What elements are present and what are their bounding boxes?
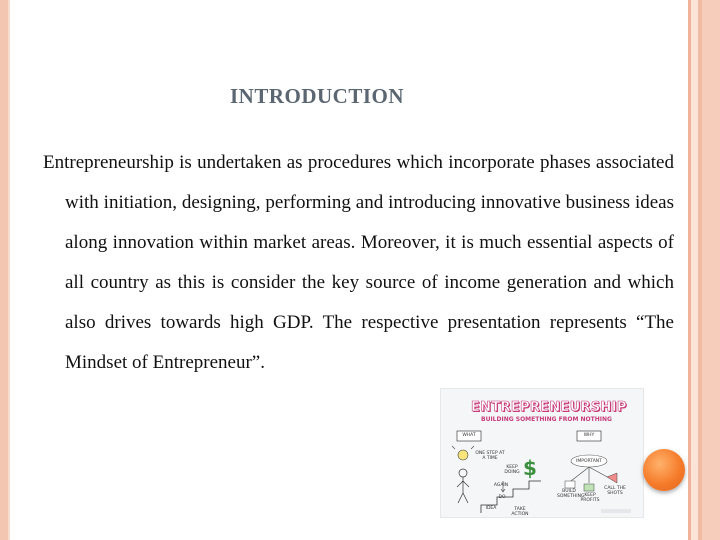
slide-title: INTRODUCTION xyxy=(230,84,405,108)
right-decorative-stripe-2 xyxy=(691,0,698,540)
illustration-label-why: WHY xyxy=(583,433,595,438)
illustration-subheading: BUILDING SOMETHING FROM NOTHING xyxy=(481,416,612,423)
illustration-label-what: WHAT xyxy=(462,433,476,438)
illustration-label-again: AGAIN xyxy=(493,483,509,488)
illustration-label-build-something: BUILD SOMETHING xyxy=(557,489,585,499)
orange-circle-decoration xyxy=(643,449,685,491)
left-decorative-stripe-inner xyxy=(8,0,10,540)
illustration-label-keep-profits: KEEP PROFITS xyxy=(580,493,600,503)
illustration-label-one-step: ONE STEP AT A TIME xyxy=(475,451,505,461)
svg-text:$: $ xyxy=(523,456,537,480)
entrepreneurship-illustration xyxy=(440,388,644,518)
illustration-label-take-action: TAKE ACTION xyxy=(511,507,529,517)
illustration-heading: ENTREPRENEURSHIP xyxy=(471,400,627,415)
illustration-label-do: DO xyxy=(498,495,506,500)
right-decorative-stripe-4 xyxy=(702,0,720,540)
slide-body-text: Entrepreneurship is undertaken as procedures which incorporate phases associated with initiation, designing, performing and introducing innovative business ideas along innovation within market areas. Moreover, it is much essential aspects of all country as this is consider the key source of income generation and which also drives towards high GDP. The respective presentation represents “The Mindset of Entrepreneur”. xyxy=(43,152,674,373)
illustration-label-important: IMPORTANT xyxy=(576,459,602,464)
left-decorative-stripe xyxy=(0,0,8,540)
illustration-label-call-the-shots: CALL THE SHOTS xyxy=(604,486,626,496)
illustration-label-idea: IDEA xyxy=(485,506,497,511)
illustration-label-keep-doing: KEEP DOING xyxy=(504,465,520,475)
